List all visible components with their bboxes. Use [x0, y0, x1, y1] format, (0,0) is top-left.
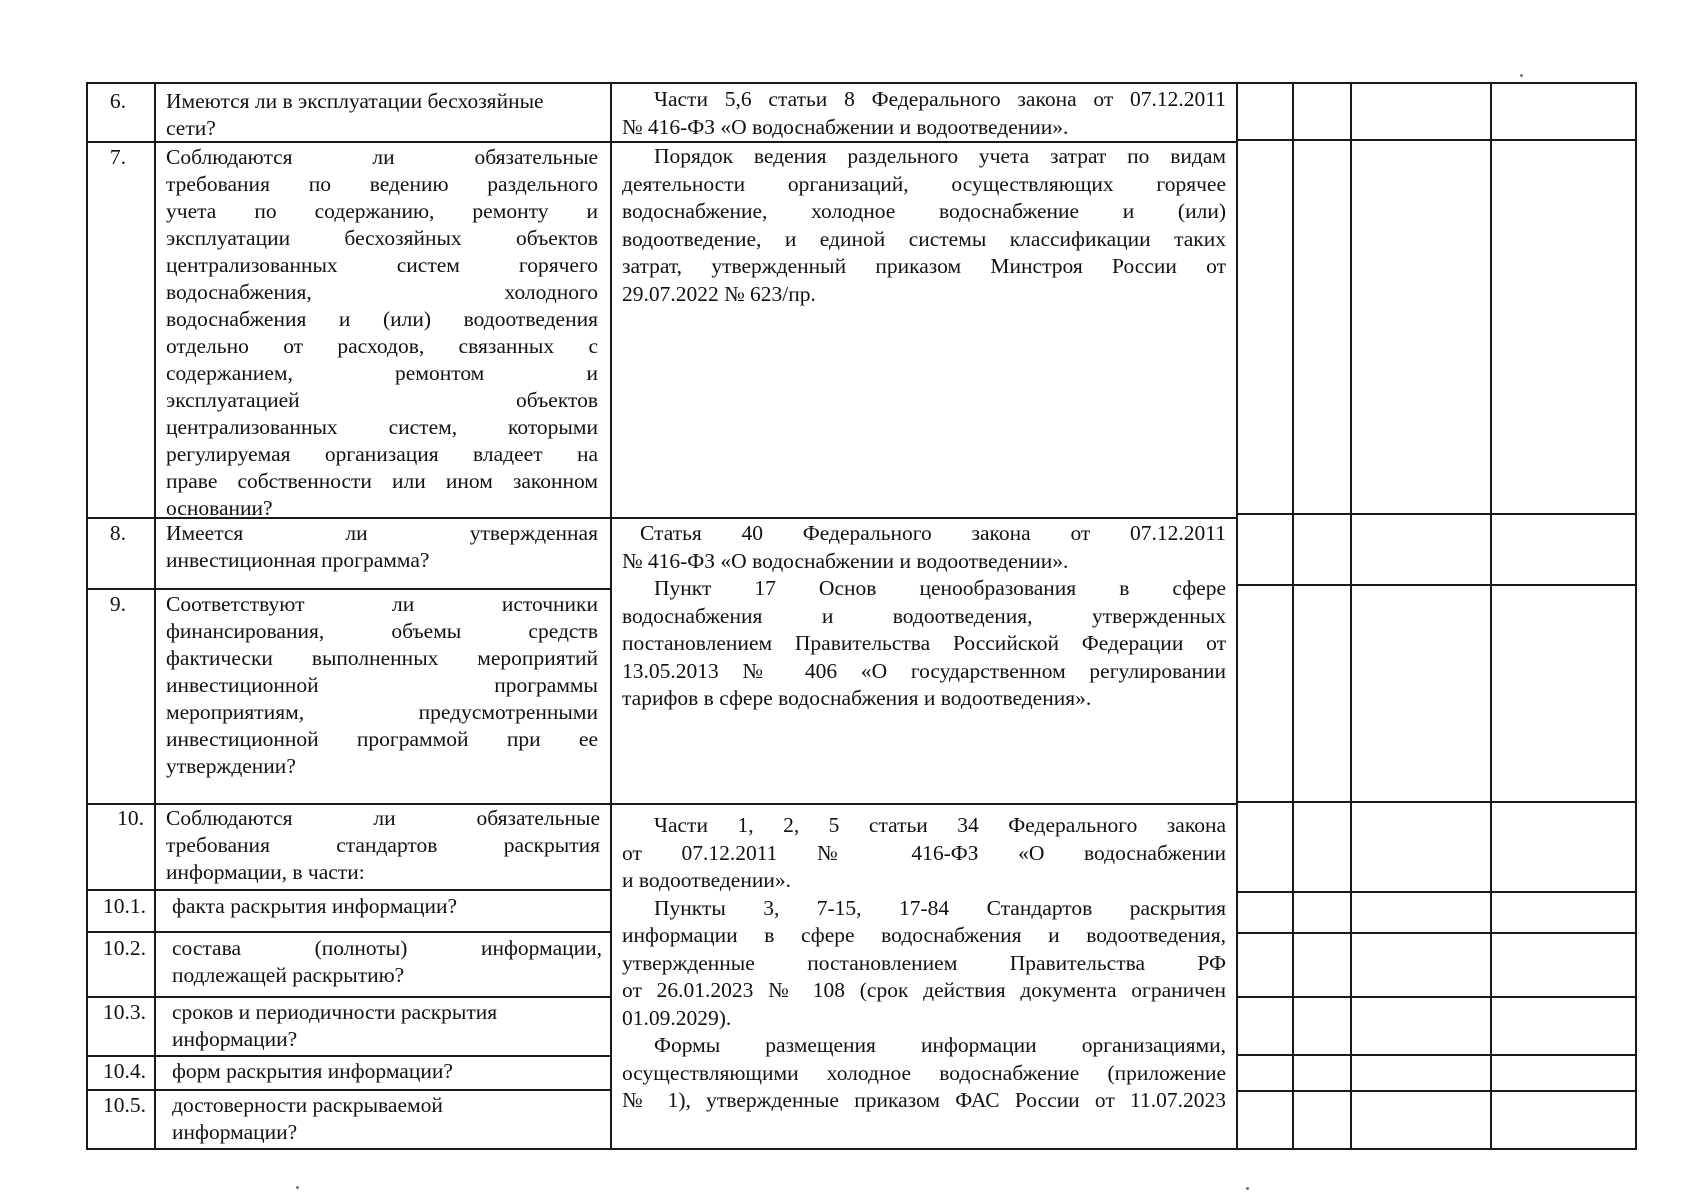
- scan-speck: [1246, 1187, 1249, 1190]
- row-number-9: 9.: [109, 592, 126, 616]
- question-line: Соответствуют ли источники: [166, 592, 598, 616]
- row-number-10: 10.: [117, 806, 144, 830]
- row-divider-reference: [610, 517, 1238, 519]
- column-divider-mark-3: [1490, 82, 1492, 1150]
- reference-line: 29.07.2022 № 623/пр.: [622, 281, 816, 306]
- reference-line: № 416-ФЗ «О водоснабжении и водоотведении».: [622, 114, 1069, 139]
- row-divider-marks: [1236, 996, 1637, 998]
- question-10: [166, 805, 600, 886]
- question-line: централизованных систем горячего: [166, 253, 598, 277]
- question-line: эксплуатации бесхозяйных объектов: [166, 226, 598, 250]
- question-line: регулируемая организация владеет на: [166, 442, 598, 466]
- question-line: требования по ведению раздельного: [166, 172, 598, 196]
- reference-line: Порядок ведения раздельного учета затрат по видам: [654, 144, 1226, 168]
- question-line: форм раскрытия информации?: [172, 1059, 453, 1083]
- question-line: Имеется ли утвержденная: [166, 521, 598, 545]
- row-divider-marks: [1236, 801, 1637, 803]
- question-line: информации?: [172, 1027, 298, 1051]
- question-line: информации?: [172, 1120, 298, 1144]
- question-9: [166, 591, 598, 780]
- reference-line: Части 5,6 статьи 8 Федерального закона от 07.12.2011: [654, 87, 1226, 111]
- table-border-left: [86, 82, 88, 1150]
- question-10-3: [172, 999, 602, 1053]
- question-line: инвестиционной программой при ее: [166, 727, 598, 751]
- reference-line: и водоотведении».: [622, 868, 791, 892]
- question-line: отдельно от расходов, связанных с: [166, 334, 598, 358]
- question-line: основании?: [166, 496, 273, 520]
- reference-line: Пункты 3, 7-15, 17-84 Стандартов раскрытия: [654, 895, 1226, 920]
- question-7: [166, 144, 598, 522]
- reference-line: осуществляющими холодное водоснабжение (приложение: [622, 1060, 1226, 1085]
- question-line: праве собственности или ином законном: [166, 469, 598, 493]
- reference-line: Части 1, 2, 5 статьи 34 Федерального закона: [654, 813, 1226, 837]
- row-divider-marks: [1236, 1054, 1637, 1056]
- table-border-top: [86, 82, 1637, 84]
- question-line: централизованных систем, которыми: [166, 415, 598, 439]
- row-number-10-4: 10.4.: [103, 1059, 146, 1083]
- question-10-1: [172, 893, 600, 920]
- column-divider-mark-2: [1350, 82, 1352, 1150]
- question-line: эксплуатацией объектов: [166, 388, 598, 412]
- row-divider-left: [86, 1055, 612, 1057]
- question-line: Соблюдаются ли обязательные: [166, 145, 598, 169]
- question-line: инвестиционная программа?: [166, 548, 430, 572]
- reference-8: [622, 520, 1226, 575]
- table-border-right: [1635, 82, 1637, 1150]
- question-line: информации, в части:: [166, 860, 365, 884]
- reference-line: 01.09.2029).: [622, 1005, 732, 1030]
- row-divider-marks: [1236, 1090, 1637, 1092]
- reference-line: водоснабжение, холодное водоснабжение и (или): [622, 199, 1226, 223]
- row-divider-marks: [1236, 932, 1637, 934]
- row-divider-marks: [1236, 891, 1637, 893]
- reference-line: 13.05.2013 № 406 «О государственном регулировании: [622, 658, 1226, 683]
- reference-line: от 07.12.2011 № 416-ФЗ «О водоснабжении: [622, 840, 1226, 865]
- row-number-10-5: 10.5.: [103, 1093, 146, 1117]
- question-line: Имеются ли в эксплуатации бесхозяйные: [166, 89, 544, 113]
- reference-line: Формы размещения информации организациями,: [654, 1033, 1226, 1057]
- column-divider-num: [154, 82, 156, 1150]
- row-divider-marks: [1236, 584, 1637, 586]
- reference-line: постановлением Правительства Российской Федерации от: [622, 631, 1226, 655]
- question-line: инвестиционной программы: [166, 673, 598, 697]
- reference-line: № 416-ФЗ «О водоснабжении и водоотведении».: [622, 548, 1069, 573]
- question-10-5: [172, 1092, 602, 1146]
- question-line: содержанием, ремонтом и: [166, 361, 598, 385]
- reference-line: водоотведение, и единой системы классификации таких: [622, 226, 1226, 251]
- row-divider-left: [86, 931, 612, 933]
- row-divider-marks: [1236, 513, 1637, 515]
- reference-line: от 26.01.2023 № 108 (срок действия документа ограничен: [622, 978, 1226, 1002]
- column-divider-question: [610, 82, 612, 1150]
- reference-line: информации в сфере водоснабжения и водоотведения,: [622, 923, 1226, 947]
- question-line: Соблюдаются ли обязательные: [166, 806, 600, 830]
- reference-6: [622, 86, 1226, 141]
- question-10-4: [172, 1058, 602, 1085]
- question-line: сроков и периодичности раскрытия: [172, 1000, 498, 1024]
- question-line: требования стандартов раскрытия: [166, 833, 600, 857]
- row-divider-reference: [610, 803, 1238, 805]
- row-number-10-1: 10.1.: [103, 894, 146, 918]
- row-divider-left: [86, 588, 612, 590]
- reference-line: водоснабжения и водоотведения, утвержденных: [622, 603, 1226, 628]
- row-divider-left: [86, 1089, 612, 1091]
- question-line: фактически выполненных мероприятий: [166, 646, 598, 670]
- reference-line: тарифов в сфере водоснабжения и водоотведения».: [622, 686, 1092, 710]
- reference-line: утвержденные постановлением Правительства РФ: [622, 950, 1226, 975]
- question-10-2: [172, 935, 602, 989]
- question-line: финансирования, объемы средств: [166, 619, 598, 643]
- reference-line: Пункт 17 Основ ценообразования в сфере: [654, 576, 1226, 600]
- question-line: мероприятиям, предусмотренными: [166, 700, 598, 724]
- reference-7: [622, 143, 1226, 308]
- row-number-10-2: 10.2.: [103, 936, 146, 960]
- row-divider-marks: [1236, 139, 1637, 141]
- question-line: водоснабжения и (или) водоотведения: [166, 307, 598, 331]
- question-line: утверждении?: [166, 754, 296, 778]
- question-line: состава (полноты) информации,: [172, 936, 602, 960]
- reference-line: деятельности организаций, осуществляющих горячее: [622, 171, 1226, 196]
- scan-speck: [296, 1186, 299, 1189]
- column-divider-mark-1: [1292, 82, 1294, 1150]
- row-divider-left: [86, 996, 612, 998]
- question-8: [166, 520, 598, 574]
- column-divider-reference: [1236, 82, 1238, 1150]
- reference-line: № 1), утвержденные приказом ФАС России от 11.07.2023: [622, 1088, 1226, 1112]
- row-number-7: 7.: [109, 145, 126, 169]
- question-6: [166, 88, 598, 142]
- row-number-8: 8.: [109, 521, 126, 545]
- row-divider-left: [86, 889, 612, 891]
- question-line: факта раскрытия информации?: [172, 894, 458, 918]
- row-number-6: 6.: [109, 89, 126, 113]
- scan-speck: [1520, 74, 1523, 77]
- question-line: подлежащей раскрытию?: [172, 963, 405, 987]
- table-border-bottom: [86, 1148, 1637, 1150]
- question-line: водоснабжения, холодного: [166, 280, 598, 304]
- row-number-10-3: 10.3.: [103, 1000, 146, 1024]
- reference-line: затрат, утвержденный приказом Минстроя России от: [622, 254, 1226, 278]
- question-line: достоверности раскрываемой: [172, 1093, 443, 1117]
- question-line: сети?: [166, 116, 216, 140]
- reference-10: [622, 812, 1226, 1115]
- reference-9: [622, 575, 1226, 713]
- question-line: учета по содержанию, ремонту и: [166, 199, 598, 223]
- reference-line: Статья 40 Федерального закона от 07.12.2011: [640, 521, 1226, 545]
